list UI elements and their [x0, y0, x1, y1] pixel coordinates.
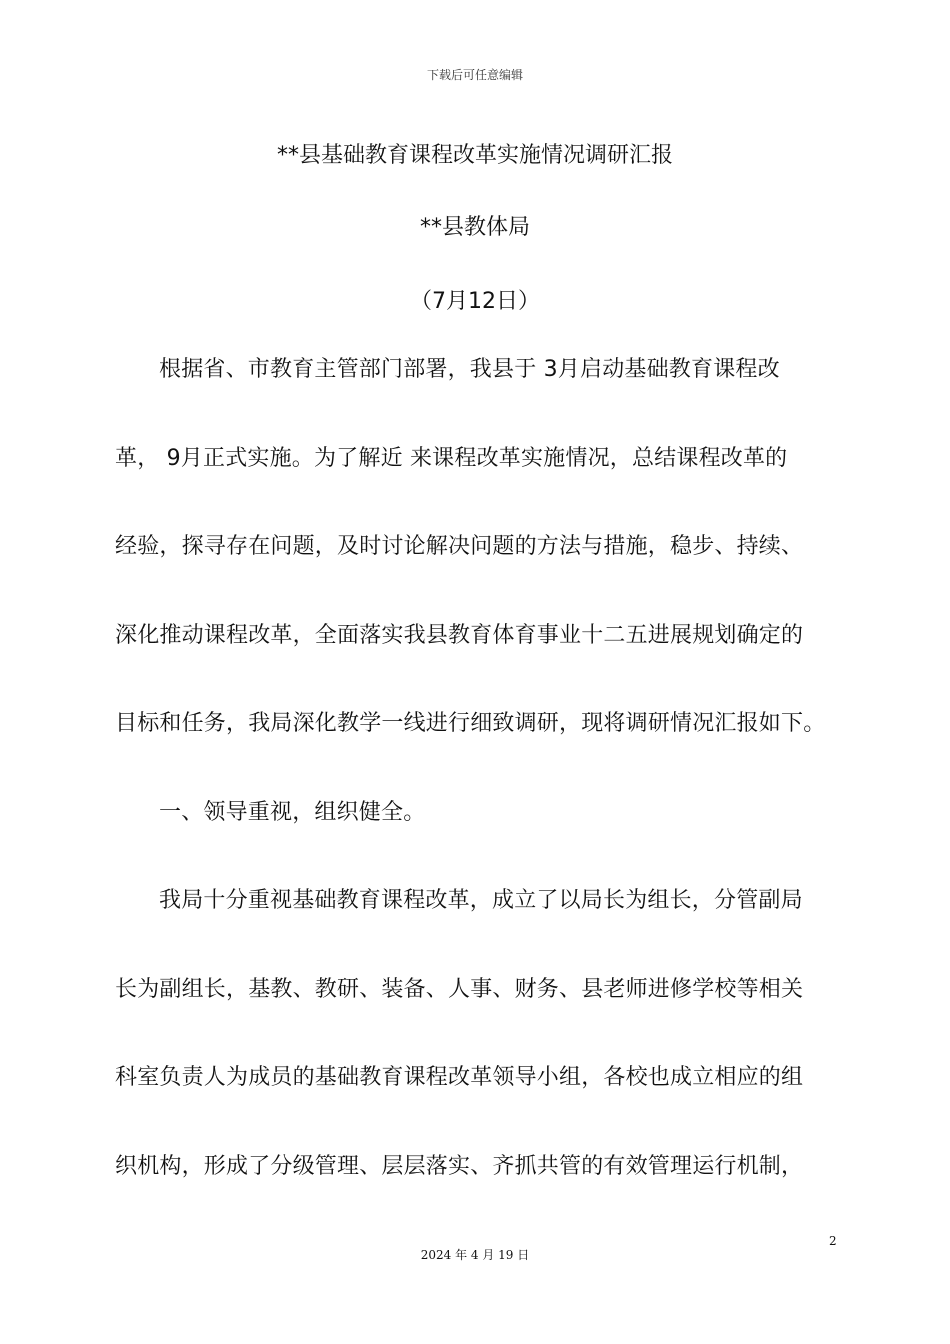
body-line: 革， 9月正式实施。为了解近 来课程改革实施情况，总结课程改革的: [115, 445, 788, 471]
footer-date: 2024 年 4 月 19 日: [420, 1248, 530, 1262]
body-line: 我局十分重视基础教育课程改革，成立了以局长为组长，分管副局: [159, 888, 803, 913]
body-line: 根据省、市教育主管部门部署，我县于 3月启动基础教育课程改: [159, 357, 780, 382]
body-line: 长为副组长，基教、教研、装备、人事、财务、县老师进修学校等相关: [115, 976, 804, 1002]
body-line: 深化推动课程改革，全面落实我县教育体育事业十二五进展规划确定的: [115, 622, 804, 648]
body-line: 科室负责人为成员的基础教育课程改革领导小组，各校也成立相应的组: [115, 1065, 804, 1090]
page-number: 2: [829, 1234, 837, 1248]
body-line: 目标和任务，我局深化教学一线进行细致调研，现将调研情况汇报如下。: [115, 711, 826, 736]
body-line: 经验，探寻存在问题，及时讨论解决问题的方法与措施，稳步、持续、: [115, 534, 804, 559]
organization-name: **县教体局: [419, 215, 530, 240]
section-heading: 一、领导重视，组织健全。: [159, 799, 426, 825]
header-note: 下载后可任意编辑: [426, 68, 523, 82]
document-date: （7月12日）: [410, 289, 540, 314]
document-body: [115, 340, 840, 1225]
document-title: **县基础教育课程改革实施情况调研汇报: [276, 143, 673, 168]
body-line: 织机构，形成了分级管理、层层落实、齐抓共管的有效管理运行机制，: [115, 1153, 804, 1179]
